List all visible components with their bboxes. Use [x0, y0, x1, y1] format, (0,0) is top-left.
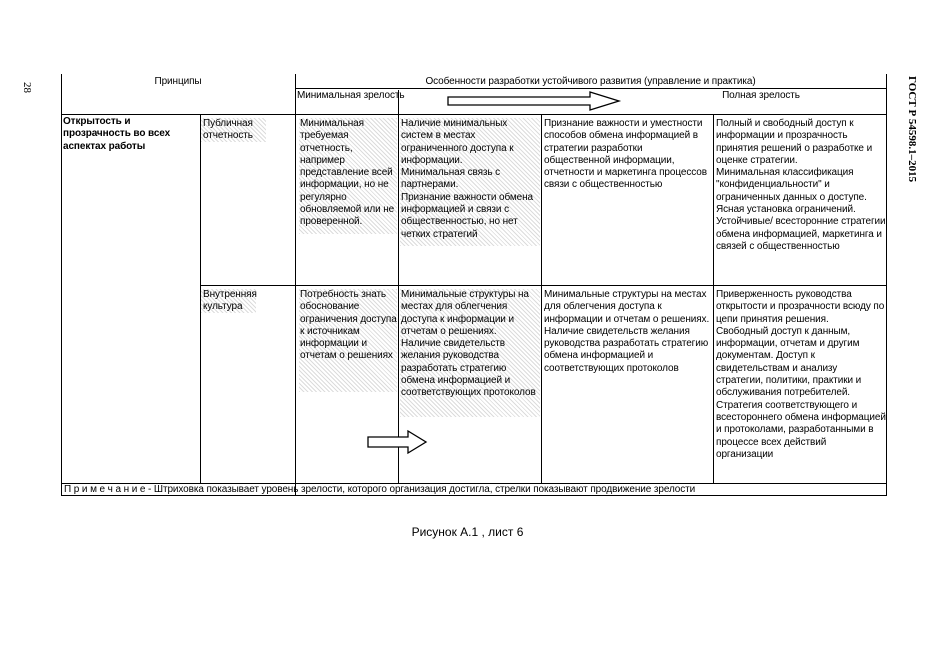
maturity-arrow-icon: [446, 90, 622, 112]
level-cell: Полный и свободный доступ к информации и прозрачность принятия решений о разработке и оценке стратегии. Минимальная классификация "конфиденциальности" и ограниченных данных о доступе. Ясная установка ограничений. Устойчивые/ всесторонние стратегии обмена информацией, маркетинга и связей с общественностью: [716, 118, 886, 252]
level-cell: Наличие минимальных систем в местах ограниченного доступа к информации. Минимальная связь с партнерами. Признание важности обмена информацией и связи с общественностью, но нет четких стратегий: [401, 118, 534, 240]
level-cell: Потребность знать обоснование ограничения доступа к источникам информации и отчетам о решениях: [300, 289, 397, 362]
page-number: 28: [21, 82, 33, 93]
column-divider: [713, 114, 714, 483]
header-principles: Принципы: [154, 76, 202, 87]
level-cell: Минимальные структуры на местах для облегчения доступа к информации и отчетам о решениях. Наличие свидетельств желания руководства разработать стратегию обмена информацией и соответствующих протоколов: [401, 289, 536, 399]
level-cell: Приверженность руководства открытости и прозрачности всюду по цепи принятия решения. Свободный доступ к данным, информации, отчетам и другим документам. Доступ к свидетельствам и анализу стратегии, политики, практики и обслуживания потребителей. Стратегия соответствующего и всестороннего обмена информацией и протоколами, разработанными в процессе всех действий организации: [716, 289, 886, 460]
principle-label: Открытость и прозрачность во всех аспектах работы: [63, 116, 171, 152]
header-min-maturity: Минимальная зрелость: [297, 90, 405, 101]
table-border-left: [61, 74, 62, 496]
row-divider: [61, 114, 886, 115]
column-divider: [398, 90, 399, 483]
level-cell: Признание важности и уместности способов обмена информацией в стратегии разработки общественной информации, отчетности и маркетинга процессов связи с общественностью: [544, 118, 707, 191]
aspect-label: Публичная отчетность: [203, 118, 253, 142]
figure-caption: Рисунок А.1 , лист 6: [411, 525, 524, 539]
header-features: Особенности разработки устойчивого развития (управление и практика): [425, 76, 756, 87]
aspect-label: Внутренняя культура: [203, 289, 257, 313]
row-divider: [200, 285, 886, 286]
header-full-maturity: Полная зрелость: [722, 90, 800, 101]
maturity-table: [61, 74, 887, 496]
level-cell: Минимальные структуры на местах для облегчения доступа к информации и отчетам о решениях. Наличие свидетельств желания руководства разработать стратегию обмена информацией и соответствующих протоколов: [544, 289, 710, 374]
gost-code: ГОСТ Р 54598.1–2015: [906, 76, 918, 183]
table-note: П р и м е ч а н и е - Штриховка показывает уровень зрелости, которого организация достигла, стрелки показывают продвижение зрелости: [64, 484, 696, 495]
table-border-right: [886, 74, 887, 496]
progress-arrow-icon: [366, 429, 428, 455]
level-cell: Минимальная требуемая отчетность, например представление всей информации, но не регулярно обновляемой или не проверенной.: [300, 118, 395, 228]
column-divider: [541, 114, 542, 483]
